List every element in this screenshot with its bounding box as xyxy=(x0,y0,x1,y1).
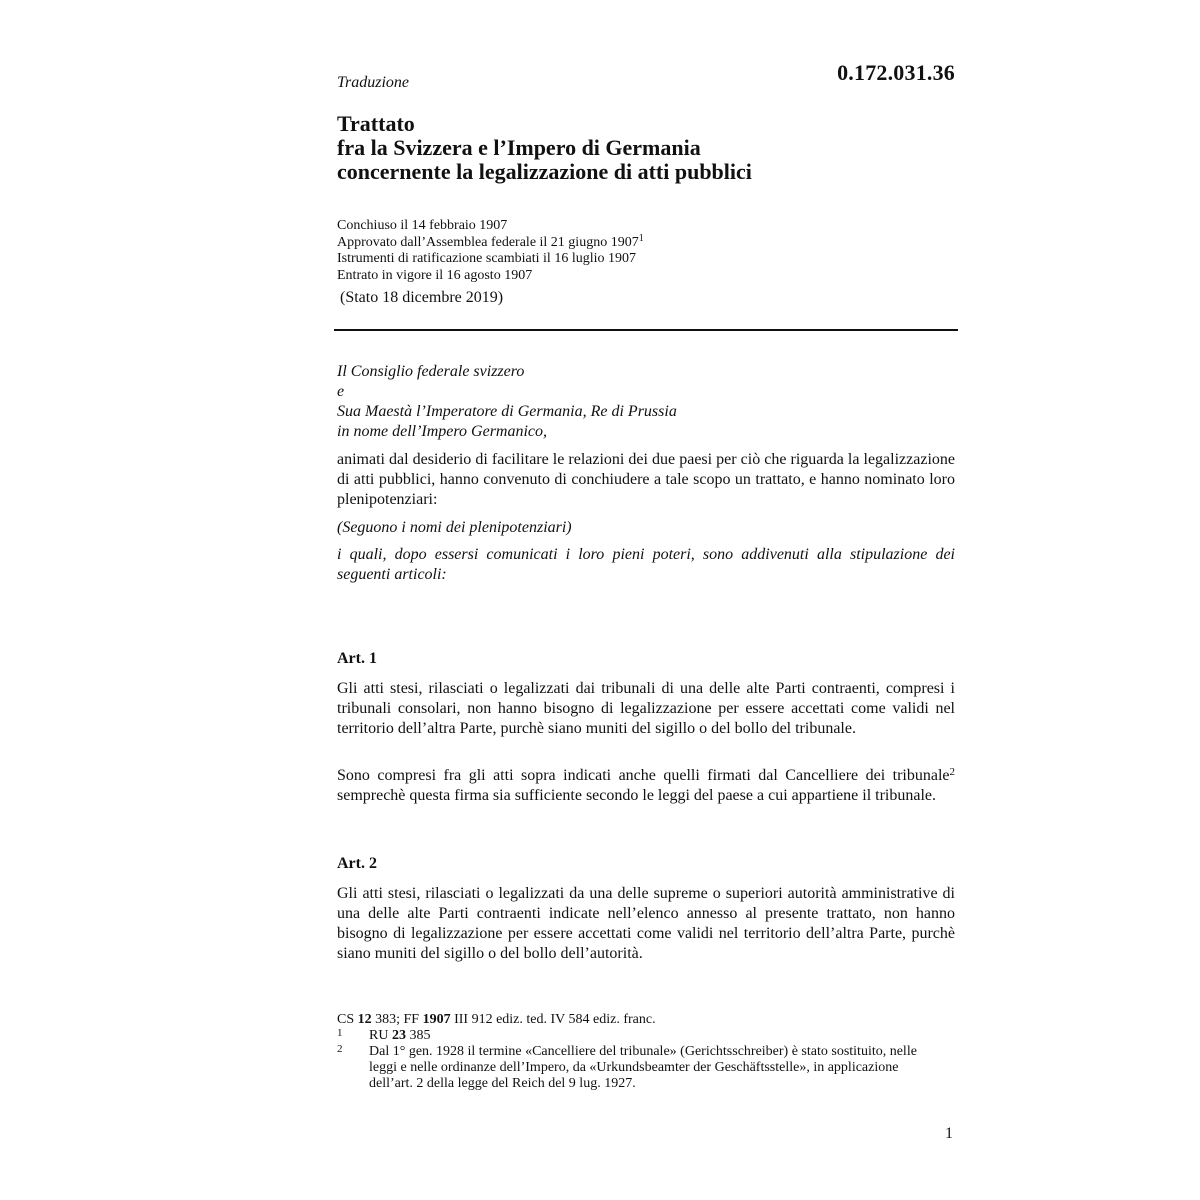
treaty-metadata xyxy=(337,218,957,284)
document-title xyxy=(337,112,957,184)
article-2-paragraph-1: Gli atti stesi, rilasciati o legalizzati da una delle supreme o superiori autorità amministrative di una delle alte Parti contraenti indicate nell’elenco annesso al presente trattato, non hanno bisogno di legalizzazione per essere accettati come validi nel territorio dell’altra Parte, purchè siano muniti del sigillo o del bollo dell’autorità. xyxy=(337,885,955,962)
preamble-line-1: Il Consiglio federale svizzero xyxy=(337,363,525,380)
footnote-2-number: 2 xyxy=(337,1043,343,1055)
footnote-ref-2[interactable]: 2 xyxy=(949,766,955,778)
concluded-date: Conchiuso il 14 febbraio 1907 xyxy=(337,218,508,233)
article-1-paragraph-1: Gli atti stesi, rilasciati o legalizzati dai tribunali di una delle alte Parti contraenti, compresi i tribunali consolari, non hanno bisogno di legalizzazione per essere accettati come validi nel territorio dell’altra Parte, purchè siano muniti del sigillo o del bollo del tribunale. xyxy=(337,680,955,737)
preamble-plenipotentiaries: (Seguono i nomi dei plenipotenziari) xyxy=(337,519,572,536)
translation-label: Traduzione xyxy=(337,74,410,91)
preamble-purpose: animati dal desiderio di facilitare le relazioni dei due paesi per ciò che riguarda la legalizzazione di atti pubblici, hanno convenuto di conchiudere a tale scopo un trattato, e hanno nominato loro plenipotenziari: xyxy=(337,451,955,508)
approved-date: Approvato dall’Assemblea federale il 21 giugno 1907$^1$ xyxy=(337,232,644,250)
footnote-1-number: 1 xyxy=(337,1027,343,1039)
footnote-2-text: Dal 1° gen. 1928 il termine «Cancelliere del tribunale» (Gerichtsschreiber) è stato sostituito, nelle leggi e nelle ordinanze dell’Impero, da «Urkundsbeamter der Geschäftsstelle», in applicazione dell’art. 2 della legge del Reich del 9 lug. 1927. xyxy=(369,1044,917,1091)
footnotes xyxy=(337,1012,957,1092)
status-date: (Stato 18 dicembre 2019) xyxy=(340,289,504,306)
in-force-date: Entrato in vigore il 16 agosto 1907 xyxy=(337,267,533,283)
preamble-agreement: i quali, dopo essersi comunicati i loro pieni poteri, sono addivenuti alla stipulazione dei seguenti articoli: xyxy=(337,546,955,583)
title-line-3: concernente la legalizzazione di atti pubblici xyxy=(337,159,752,184)
title-line-2: fra la Svizzera e l’Impero di Germania xyxy=(337,135,701,160)
source-reference: CS 12 383; FF 1907 III 912 ediz. ted. IV 584 ediz. franc. xyxy=(337,1012,656,1027)
preamble-line-2: e xyxy=(337,383,345,400)
preamble-line-4: in nome dell’Impero Germanico, xyxy=(337,423,548,440)
footnote-ref-1[interactable]: 1 xyxy=(638,232,644,244)
footnote-1-text: RU 23 385 xyxy=(369,1028,431,1043)
ratification-date: Istrumenti di ratificazione scambiati il 16 luglio 1907 xyxy=(337,251,636,266)
title-line-1: Trattato xyxy=(337,111,415,136)
page-number: 1 xyxy=(945,1125,953,1142)
article-1-heading: Art. 1 xyxy=(337,650,377,667)
article-1-paragraph-2: Sono compresi fra gli atti sopra indicati anche quelli firmati dal Cancelliere dei tribunale$^2$ semprechè questa firma sia sufficiente secondo le leggi del paese a cui appartiene il tribunale. xyxy=(337,766,955,804)
footnote-1 xyxy=(337,1028,957,1044)
preamble-line-3: Sua Maestà l’Imperatore di Germania, Re di Prussia xyxy=(337,403,677,420)
article-2-heading: Art. 2 xyxy=(337,855,377,872)
document-number: 0.172.031.36 xyxy=(837,60,955,85)
preamble-parties xyxy=(337,362,955,442)
footnote-2 xyxy=(337,1044,957,1092)
header-divider xyxy=(334,329,958,331)
